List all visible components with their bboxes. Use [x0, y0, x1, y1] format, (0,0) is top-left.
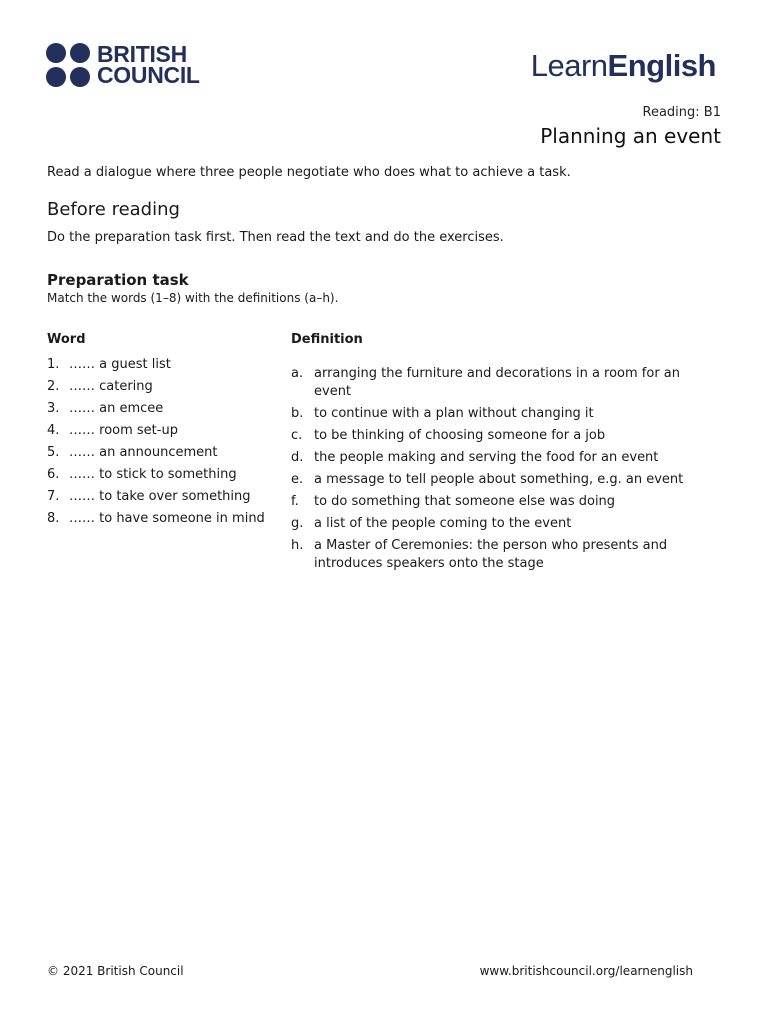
definition-text: arranging the furniture and decorations in a room for an event — [314, 366, 681, 399]
definition-letter: e. — [291, 472, 304, 487]
word-number: 5. — [47, 445, 60, 460]
definition-text: to do something that someone else was doing — [314, 494, 616, 509]
word-text: …… to take over something — [69, 489, 251, 504]
word-text: …… to stick to something — [69, 467, 237, 482]
word-item — [47, 356, 265, 378]
definition-text: the people making and serving the food for an event — [314, 450, 659, 465]
definition-item — [291, 405, 711, 423]
word-item — [47, 422, 265, 444]
word-text: …… room set-up — [69, 423, 178, 438]
word-item — [47, 466, 265, 488]
brand-light: Learn — [530, 48, 608, 83]
british-council-logo — [46, 43, 200, 87]
word-text: …… an announcement — [69, 445, 218, 460]
definition-letter: a. — [291, 366, 304, 381]
word-item — [47, 400, 265, 422]
page-title: Planning an event — [540, 124, 721, 148]
definition-text: a Master of Ceremonies: the person who presents and introduces speakers onto the stage — [314, 538, 668, 571]
brand-bold: English — [607, 48, 716, 83]
logo-dots-icon — [46, 43, 90, 87]
word-text: …… a guest list — [69, 357, 171, 372]
logo-line-1: BRITISH — [97, 41, 187, 67]
word-number: 2. — [47, 379, 60, 394]
word-item — [47, 488, 265, 510]
word-list — [47, 356, 265, 532]
definition-item — [291, 493, 711, 511]
definition-letter: h. — [291, 538, 304, 553]
definition-item — [291, 449, 711, 467]
preparation-task-heading: Preparation task — [47, 271, 189, 289]
definition-item — [291, 365, 711, 401]
learnenglish-logo — [531, 48, 716, 84]
definition-letter: f. — [291, 494, 299, 509]
definition-text: a message to tell people about something, e.g. an event — [314, 472, 684, 487]
level-label: Reading: B1 — [642, 105, 721, 120]
definition-item — [291, 427, 711, 445]
definition-list — [291, 365, 711, 577]
definition-text: a list of the people coming to the event — [314, 516, 572, 531]
preparation-task-text: Match the words (1–8) with the definitions (a–h). — [47, 291, 339, 305]
definition-letter: d. — [291, 450, 304, 465]
word-item — [47, 444, 265, 466]
footer-url[interactable]: www.britishcouncil.org/learnenglish — [479, 964, 693, 978]
word-item — [47, 510, 265, 532]
word-column-header: Word — [47, 332, 86, 347]
definition-item — [291, 537, 711, 573]
word-number: 8. — [47, 511, 60, 526]
word-text: …… catering — [69, 379, 153, 394]
word-number: 4. — [47, 423, 60, 438]
definition-text: to continue with a plan without changing it — [314, 406, 594, 421]
definition-item — [291, 515, 711, 533]
definition-column-header: Definition — [291, 332, 363, 347]
before-reading-text: Do the preparation task first. Then read the text and do the exercises. — [47, 230, 504, 245]
word-text: …… to have someone in mind — [69, 511, 265, 526]
footer-copyright: © 2021 British Council — [47, 964, 184, 978]
word-number: 7. — [47, 489, 60, 504]
word-number: 3. — [47, 401, 60, 416]
logo-text — [97, 41, 200, 88]
logo-line-2: COUNCIL — [97, 62, 200, 88]
definition-letter: g. — [291, 516, 304, 531]
word-number: 1. — [47, 357, 60, 372]
intro-text: Read a dialogue where three people negotiate who does what to achieve a task. — [47, 165, 571, 180]
word-number: 6. — [47, 467, 60, 482]
definition-item — [291, 471, 711, 489]
definition-letter: b. — [291, 406, 304, 421]
word-item — [47, 378, 265, 400]
definition-letter: c. — [291, 428, 303, 443]
word-text: …… an emcee — [69, 401, 164, 416]
definition-text: to be thinking of choosing someone for a job — [314, 428, 606, 443]
before-reading-heading: Before reading — [47, 199, 180, 220]
